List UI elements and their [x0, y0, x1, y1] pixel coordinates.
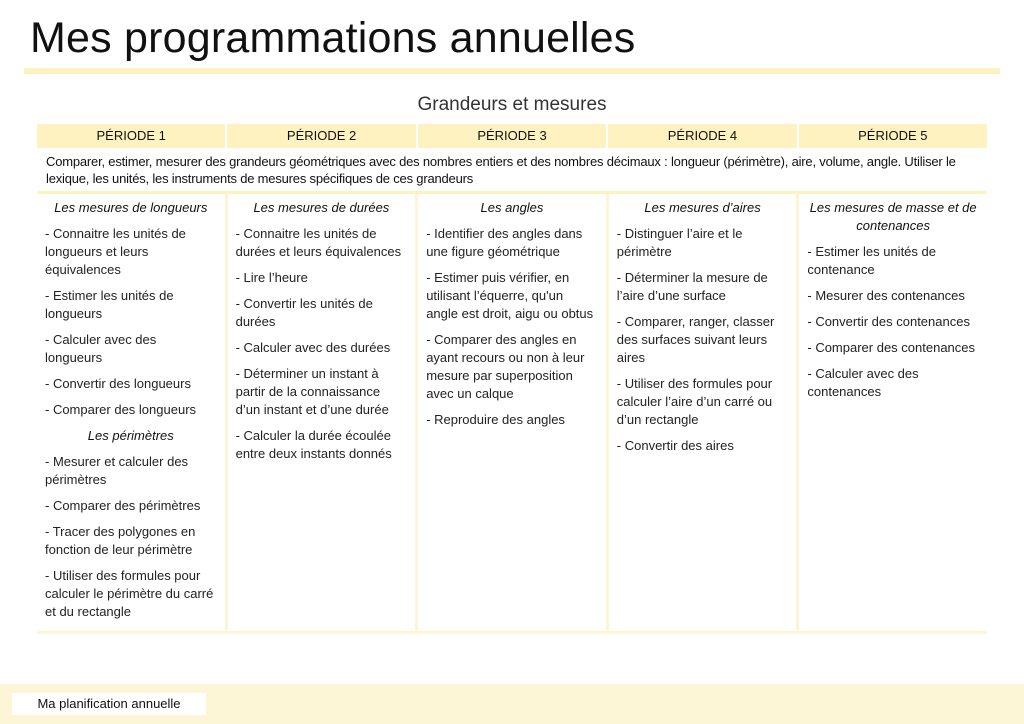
list-item: - Lire l’heure — [235, 270, 308, 285]
period-1-column — [37, 194, 225, 631]
list-item: - Tracer des polygones en fonction de leur périmètre — [45, 524, 196, 557]
title-underline — [24, 68, 1000, 74]
list-item: - Déterminer un instant à partir de la connaissance d’un instant et d’une durée — [235, 366, 389, 417]
period-4-column — [606, 194, 797, 631]
list-item: - Calculer la durée écoulée entre deux instants donnés — [235, 428, 392, 461]
list-item: - Convertir des longueurs — [45, 376, 191, 391]
page-title: Mes programmations annuelles — [30, 14, 636, 62]
programming-table — [37, 124, 987, 634]
list-item: - Connaitre les unités de longueurs et leurs équivalences — [45, 226, 186, 277]
column-title-longueurs: Les mesures de longueurs — [54, 200, 208, 215]
table-bottom-rule — [37, 631, 987, 634]
list-item: - Comparer des longueurs — [45, 402, 197, 417]
list-item: - Mesurer et calculer des périmètres — [45, 454, 189, 487]
period-columns — [37, 194, 987, 631]
footer-tab-planification[interactable]: Ma planification annuelle — [12, 693, 206, 715]
list-item: - Comparer, ranger, classer des surfaces suivant leurs aires — [616, 314, 775, 365]
objective-text: Comparer, estimer, mesurer des grandeurs géométriques avec des nombres entiers et des nombres décimaux : longueur (périmètre), aire, volume, angle. Utiliser le lexique, les unités, les instruments de mesures spécifiques de ces grandeurs — [37, 148, 987, 191]
column-title-durees: Les mesures de durées — [253, 200, 390, 215]
period-header-row — [37, 124, 987, 148]
list-item: - Distinguer l’aire et le périmètre — [616, 226, 743, 259]
list-item: - Connaitre les unités de durées et leurs équivalences — [235, 226, 402, 259]
column-title-masses-contenances: Les mesures de masse et de contenances — [809, 200, 977, 233]
period-3-column — [415, 194, 606, 631]
list-item: - Convertir les unités de durées — [235, 296, 373, 329]
list-item: - Identifier des angles dans une figure géométrique — [426, 226, 583, 259]
list-item: - Utiliser des formules pour calculer le périmètre du carré et du rectangle — [45, 568, 214, 619]
list-item: - Calculer avec des longueurs — [45, 332, 157, 365]
list-item: - Estimer les unités de contenance — [807, 244, 936, 277]
list-item: - Utiliser des formules pour calculer l’aire d’un carré ou d’un rectangle — [616, 376, 773, 427]
list-item: - Reproduire des angles — [426, 412, 565, 427]
column-title-angles: Les angles — [480, 200, 544, 215]
period-1-header: PÉRIODE 1 — [37, 124, 225, 148]
list-item: - Convertir des aires — [616, 438, 734, 453]
list-item: - Convertir des contenances — [807, 314, 970, 329]
list-item: - Comparer des contenances — [807, 340, 976, 355]
list-item: - Mesurer des contenances — [807, 288, 965, 303]
list-item: - Comparer des périmètres — [45, 498, 201, 513]
period-2-header: PÉRIODE 2 — [227, 124, 415, 148]
column-title-aires: Les mesures d’aires — [644, 200, 761, 215]
list-item: - Calculer avec des contenances — [807, 366, 919, 399]
list-item: - Estimer les unités de longueurs — [45, 288, 174, 321]
list-item: - Estimer puis vérifier, en utilisant l’équerre, qu'un angle est droit, aigu ou obtus — [426, 270, 594, 321]
subject-heading: Grandeurs et mesures — [417, 94, 607, 115]
period-4-header: PÉRIODE 4 — [608, 124, 796, 148]
list-item: - Calculer avec des durées — [235, 340, 391, 355]
column-subtitle-perimetres: Les périmètres — [87, 428, 174, 443]
period-5-header: PÉRIODE 5 — [799, 124, 987, 148]
period-2-column — [225, 194, 416, 631]
list-item: - Déterminer la mesure de l’aire d’une surface — [616, 270, 768, 303]
period-3-header: PÉRIODE 3 — [418, 124, 606, 148]
period-5-column — [796, 194, 987, 631]
list-item: - Comparer des angles en ayant recours ou non à leur mesure par superposition avec un calque — [426, 332, 585, 401]
